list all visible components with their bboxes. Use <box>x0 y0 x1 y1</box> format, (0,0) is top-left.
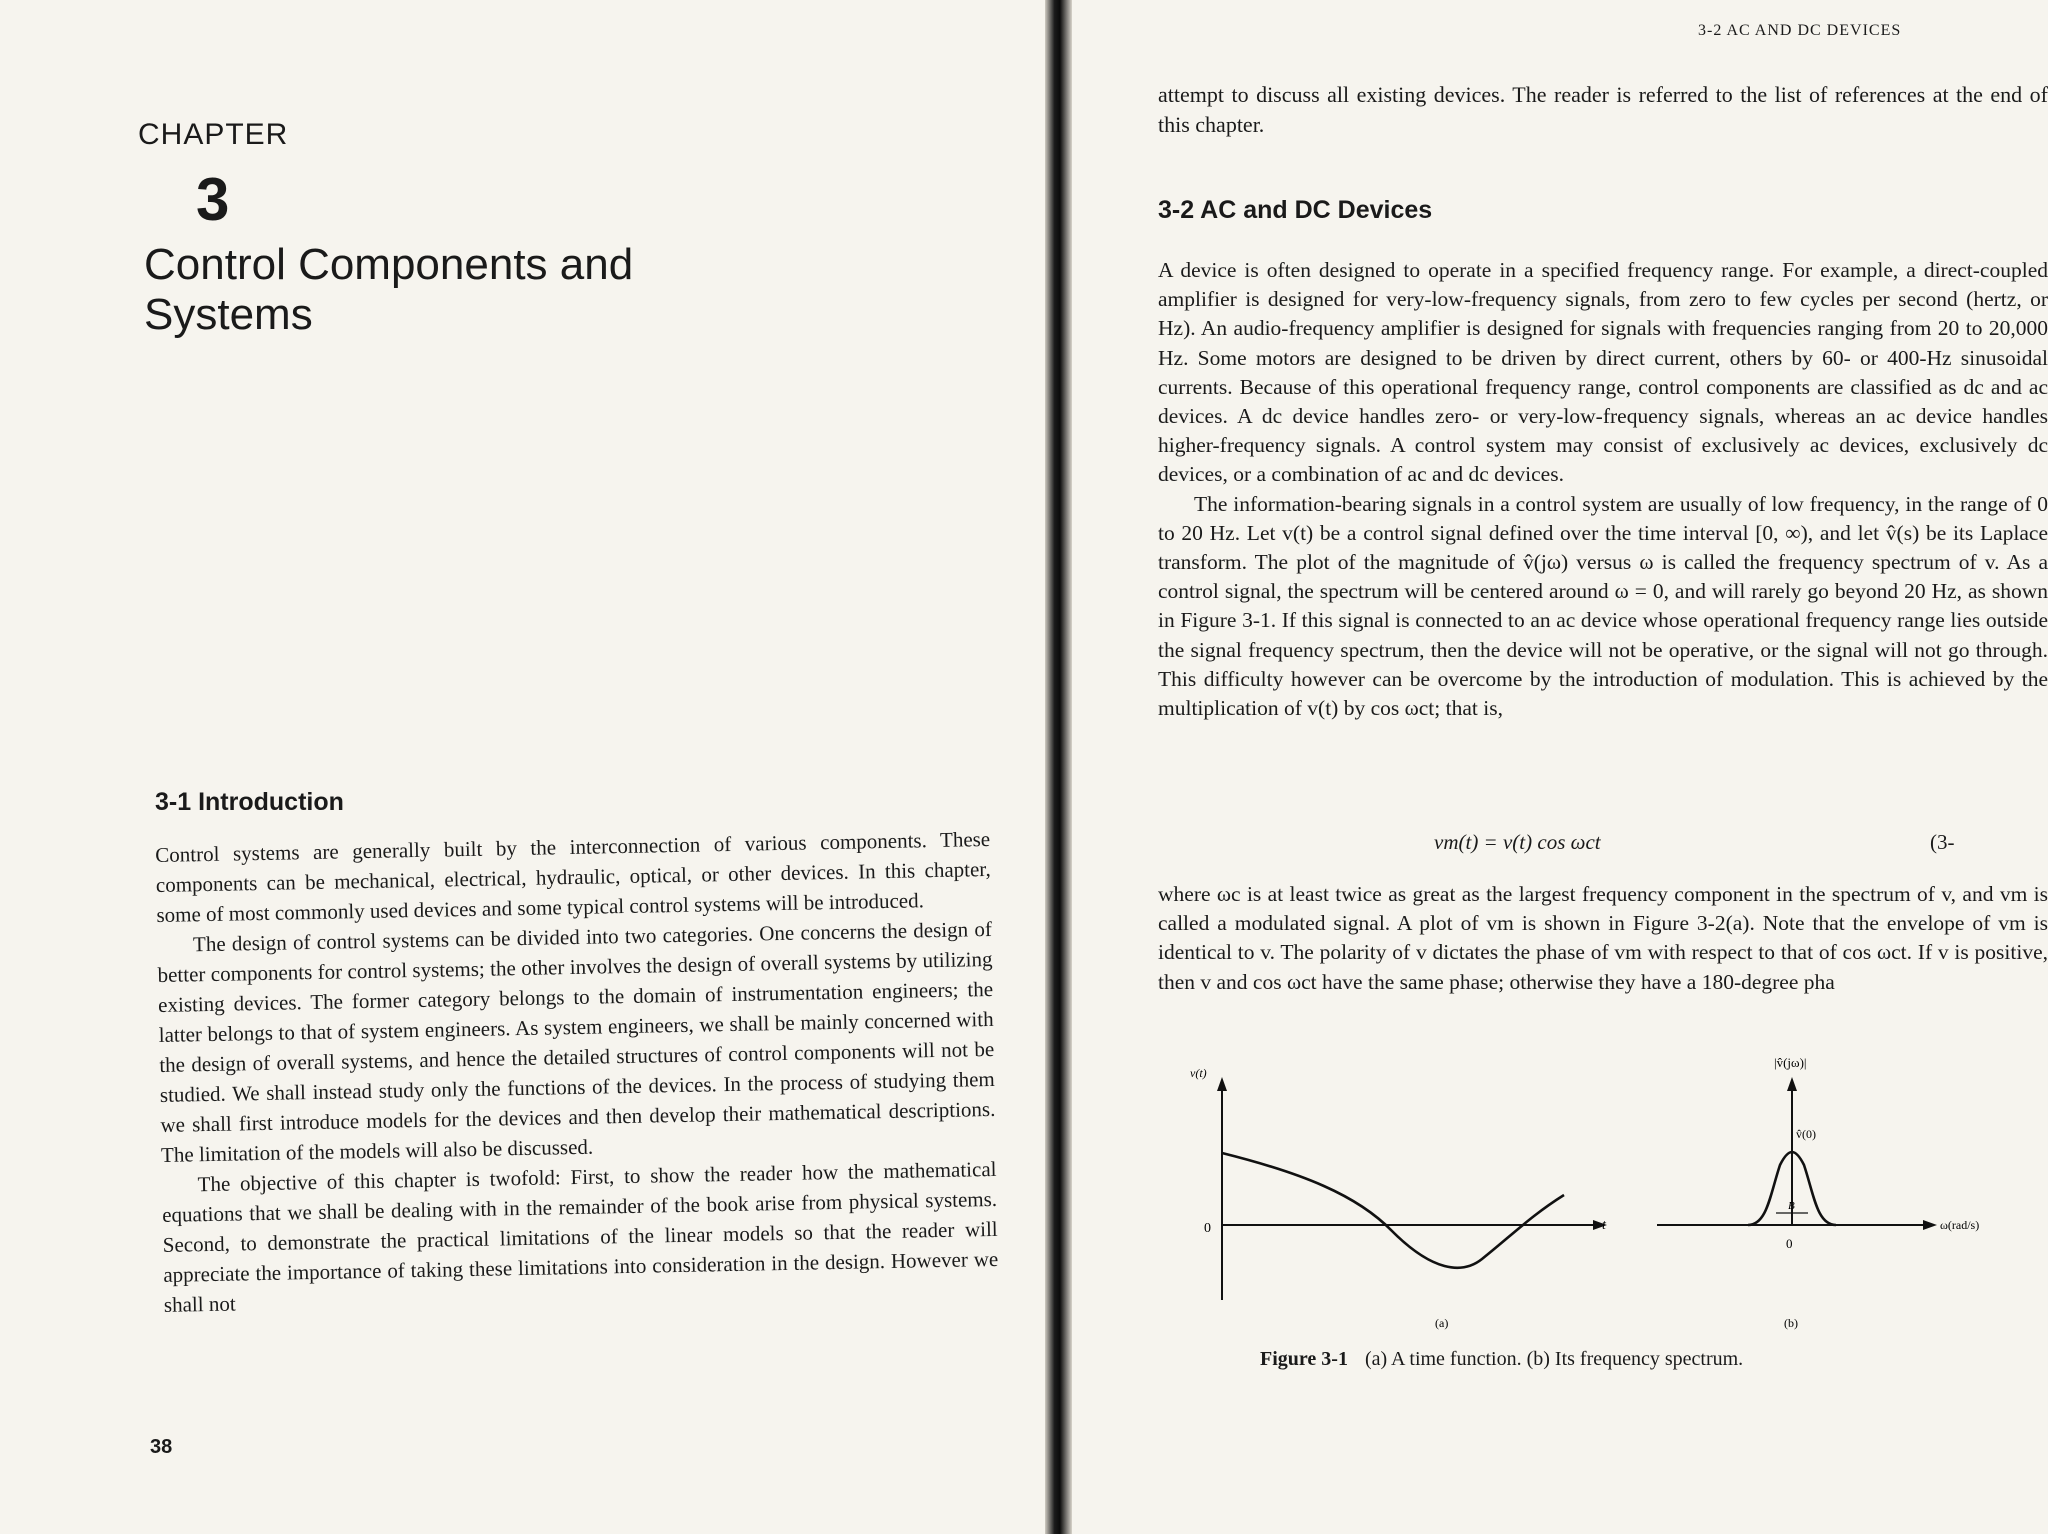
a-y-arrow <box>1217 1077 1227 1091</box>
equation: vm(t) = v(t) cos ωct <box>1434 830 1601 854</box>
equation-number: (3- <box>1930 830 1955 854</box>
figure-caption <box>1260 1348 1743 1371</box>
section-heading-ac-dc: 3-2 AC and DC Devices <box>1158 196 1433 224</box>
ac-dc-body-continued <box>1158 880 2048 997</box>
running-head: 3-2 AC AND DC DEVICES <box>1698 22 1902 39</box>
figure-3-1a <box>1190 1066 1607 1330</box>
b-ylabel: |v̂(jω)| <box>1774 1055 1807 1070</box>
paragraph: Control systems are generally built by the interconnection of various components. These components can be mechanical, electrical, hydraulic, optical, or other devices. In this chapter, some of most commonly used devices and some typical control systems will be introduced. <box>155 826 991 927</box>
figure-3-1b <box>1657 1055 1979 1330</box>
b-x-arrow <box>1923 1220 1937 1230</box>
paragraph: The information-bearing signals in a control system are usually of low frequency, in the range of 0 to 20 Hz. Let v(t) be a control signal defined over the time interval [0, ∞), and let v̂(s) be its Laplace transform. The plot of the magnitude of v̂(jω) versus ω is called the frequency spectrum of v. As a control signal, the spectrum will be centered around ω = 0, and will rarely go beyond 20 Hz, as shown in Figure 3-1. If this signal is connected to an ac device whose operational frequency range lies outside the signal frequency spectrum, then the device will not be operative, or the signal will not go through. This difficulty however can be overcome by the introduction of modulation. This is achieved by the multiplication of v(t) by cos ωct; that is, <box>1158 491 2048 721</box>
ac-dc-body <box>1158 256 2048 723</box>
b-tag: (b) <box>1784 1316 1798 1330</box>
b-y-arrow <box>1787 1077 1797 1091</box>
right-page <box>1072 0 2048 1534</box>
caption-label: Figure 3-1 <box>1260 1348 1348 1370</box>
b-xlabel: ω(rad/s) <box>1940 1218 1980 1232</box>
a-curve <box>1222 1153 1564 1268</box>
chapter-label: CHAPTER <box>138 118 289 151</box>
figure-3-1 <box>1192 1045 2012 1355</box>
a-tag: (a) <box>1435 1316 1449 1330</box>
section-heading-introduction: 3-1 Introduction <box>155 788 344 816</box>
paragraph: The design of control systems can be divided into two categories. One concerns the design of better components for control systems; the other involves the design of overall systems by utilizing existing devices. The former category belongs to the domain of instrumentation engineers; the latter belongs to that of system engineers. As system engineers, we shall be mainly concerned with the design of overall systems, and hence the detailed structures of control components will not be studied. We shall instead study only the functions of the devices. In the process of studying them we shall first introduce models for the devices and then develop their mathematical descriptions. The limitation of the models will also be discussed. <box>157 916 996 1167</box>
paragraph: The objective of this chapter is twofold: First, to show the reader how the mathematical equations that we shall be dealing with in the remainder of the book arise from physical systems. Second, to demonstrate the practical limitations of the linear models so that the reader will appreciate the importance of taking these limitations into consideration in the design. However we shall not <box>161 1156 999 1317</box>
chapter-title: Control Components and Systems <box>144 240 634 339</box>
b-peak-label: v̂(0) <box>1796 1127 1816 1141</box>
a-xlabel: t <box>1602 1218 1606 1233</box>
introduction-body <box>155 824 999 1320</box>
paragraph: attempt to discuss all existing devices. The reader is referred to the list of references at the end of this chapter. <box>1158 82 2048 137</box>
b-width-label: B <box>1788 1200 1795 1212</box>
page-number: 38 <box>150 1436 173 1458</box>
a-ylabel: v(t) <box>1190 1066 1207 1080</box>
book-spine <box>1045 0 1072 1534</box>
paragraph: where ωc is at least twice as great as the largest frequency component in the spectrum of v, and vm is called a modulated signal. A plot of vm is shown in Figure 3-2(a). Note that the envelope of vm is identical to v. The polarity of v dictates the phase of vm with respect to that of cos ωct. If v is positive, then v and cos ωct have the same phase; otherwise they have a 180-degree pha <box>1158 882 2048 994</box>
paragraph: A device is often designed to operate in a specified frequency range. For example, a direct-coupled amplifier is designed for very-low-frequency signals, from zero to few cycles per second (hertz, or Hz). An audio-frequency amplifier is designed for signals with frequencies ranging from 20 to 20,000 Hz. Some motors are designed to be driven by direct current, others by 60- or 400-Hz sinusoidal currents. Because of this operational frequency range, control components are classified as dc and ac devices. A dc device handles zero- or very-low-frequency signals, whereas an ac device handles higher-frequency signals. A control system may consist of exclusively ac devices, exclusively dc devices, or a combination of ac and dc devices. <box>1158 258 2048 487</box>
caption-text: (a) A time function. (b) Its frequency spectrum. <box>1364 1348 1744 1370</box>
chapter-number: 3 <box>196 166 230 233</box>
a-origin: 0 <box>1204 1221 1211 1236</box>
b-origin: 0 <box>1786 1236 1793 1251</box>
continued-text <box>1158 80 2048 140</box>
